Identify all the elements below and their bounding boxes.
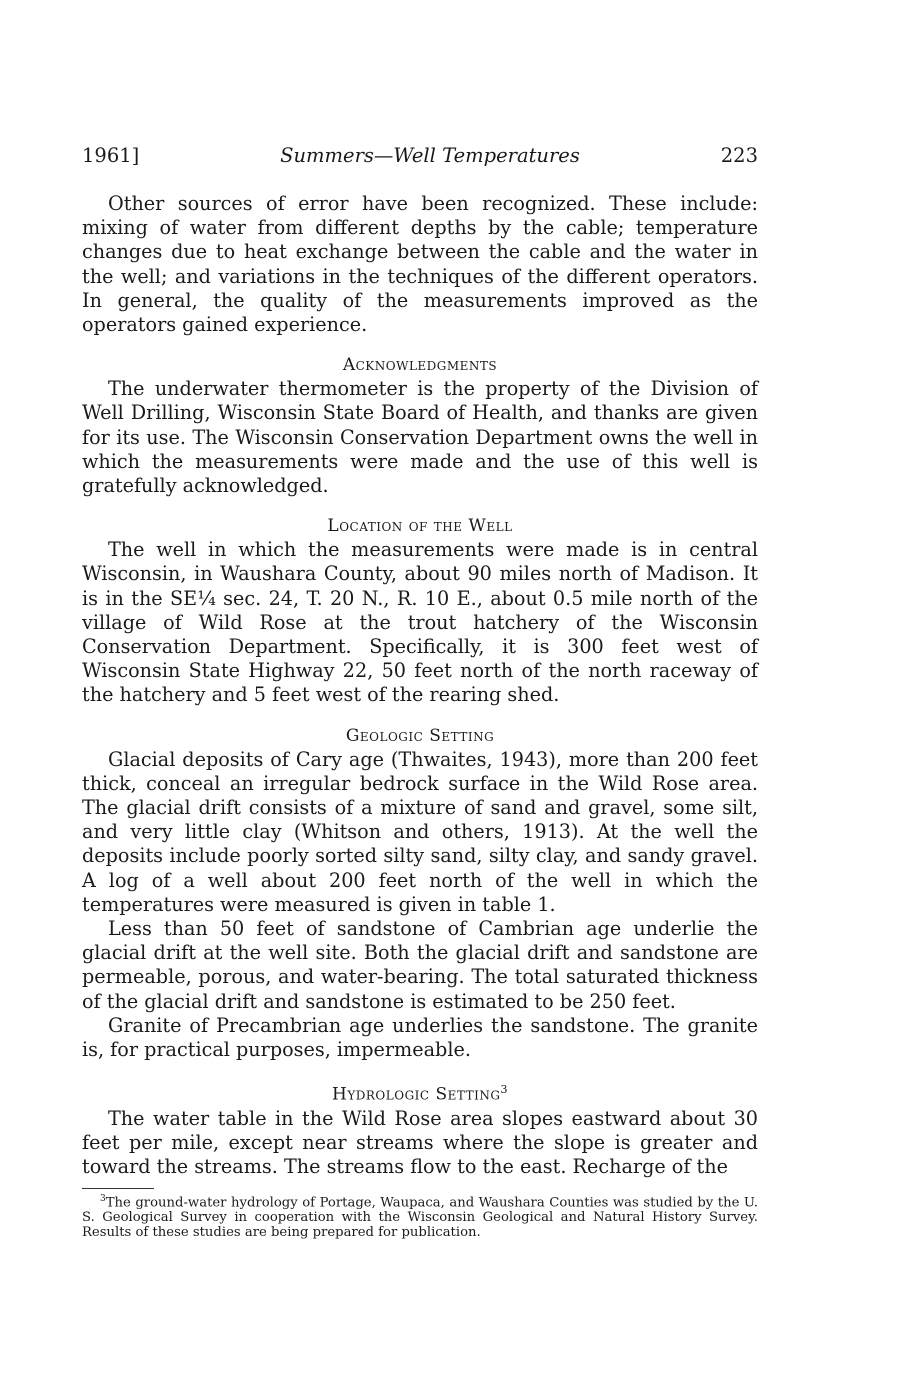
hydrologic-heading-text: Hydrologic Setting <box>332 1084 501 1105</box>
hydrologic-section <box>82 1078 758 1179</box>
location-heading: Location of the Well <box>327 516 513 537</box>
location-paragraph: The well in which the measurements were made is in central Wisconsin, in Waushara County, about 90 miles north of Madison. It is in the SE¼ sec. 24, T. 20 N., R. 10 E., about 0.5 mile north of the village of Wild Rose at the trout hatchery of the Wisconsin Conservation Department. Specifically, it is 300 feet west of Wisconsin State Highway 22, 50 feet north of the north raceway of the hatchery and 5 feet west of the rearing shed. <box>82 538 758 707</box>
location-section <box>82 514 758 707</box>
page-number: 223 <box>720 144 758 167</box>
hydrologic-paragraph: The water table in the Wild Rose area slopes eastward about 30 feet per mile, except near streams where the slope is greater and toward the streams. The streams flow to the east. Recharge of the <box>82 1106 758 1179</box>
footnote-marker: 3 <box>100 1193 106 1204</box>
intro-section <box>82 192 758 337</box>
acknowledgments-section <box>82 353 758 498</box>
intro-paragraph: Other sources of error have been recognized. These include: mixing of water from different depths by the cable; temperature changes due to heat exchange between the cable and the water in the well; and variations in the techniques of the different operators. In general, the quality of the measurements improved as the operators gained experience. <box>82 192 758 337</box>
geologic-section <box>82 724 758 1063</box>
running-head <box>82 142 758 170</box>
hydrologic-heading <box>82 1078 758 1107</box>
page <box>82 142 758 1241</box>
acknowledgments-heading: Acknowledgments <box>342 355 498 376</box>
geologic-paragraph-1: Glacial deposits of Cary age (Thwaites, 1943), more than 200 feet thick, conceal an irregular bedrock surface in the Wild Rose area. The glacial drift consists of a mixture of sand and gravel, some silt, and very little clay (Whitson and others, 1913). At the well the deposits include poorly sorted silty sand, silty clay, and sandy gravel. A log of a well about 200 feet north of the well in which the temperatures were measured is given in table 1. <box>82 747 758 916</box>
geologic-paragraph-3: Granite of Precambrian age underlies the sandstone. The granite is, for practical purposes, impermeable. <box>82 1013 758 1062</box>
hydrologic-footnote-marker: 3 <box>500 1083 508 1097</box>
geologic-paragraph-2: Less than 50 feet of sandstone of Cambrian age underlie the glacial drift at the well site. Both the glacial drift and sandstone are permeable, porous, and water-bearing. The total saturated thickness of the glacial drift and sandstone is estimated to be 250 feet. <box>82 917 758 1013</box>
geologic-heading: Geologic Setting <box>345 725 495 746</box>
footnote <box>82 1192 758 1241</box>
running-head-year: 1961] <box>82 144 140 167</box>
acknowledgments-paragraph: The underwater thermometer is the property of the Division of Well Drilling, Wisconsin State Board of Health, and thanks are given for its use. The Wisconsin Conservation Department owns the well in which the measurements were made and the use of this well is gratefully acknowledged. <box>82 377 758 498</box>
footnote-text: The ground-water hydrology of Portage, Waupaca, and Waushara Counties was studied by the U. S. Geological Survey in cooperation with the Wisconsin Geological and Natural History Survey. Results of these studies are being prepared for publication. <box>82 1194 758 1241</box>
footnote-rule <box>82 1188 154 1189</box>
running-head-title: Summers—Well Temperatures <box>280 144 580 167</box>
